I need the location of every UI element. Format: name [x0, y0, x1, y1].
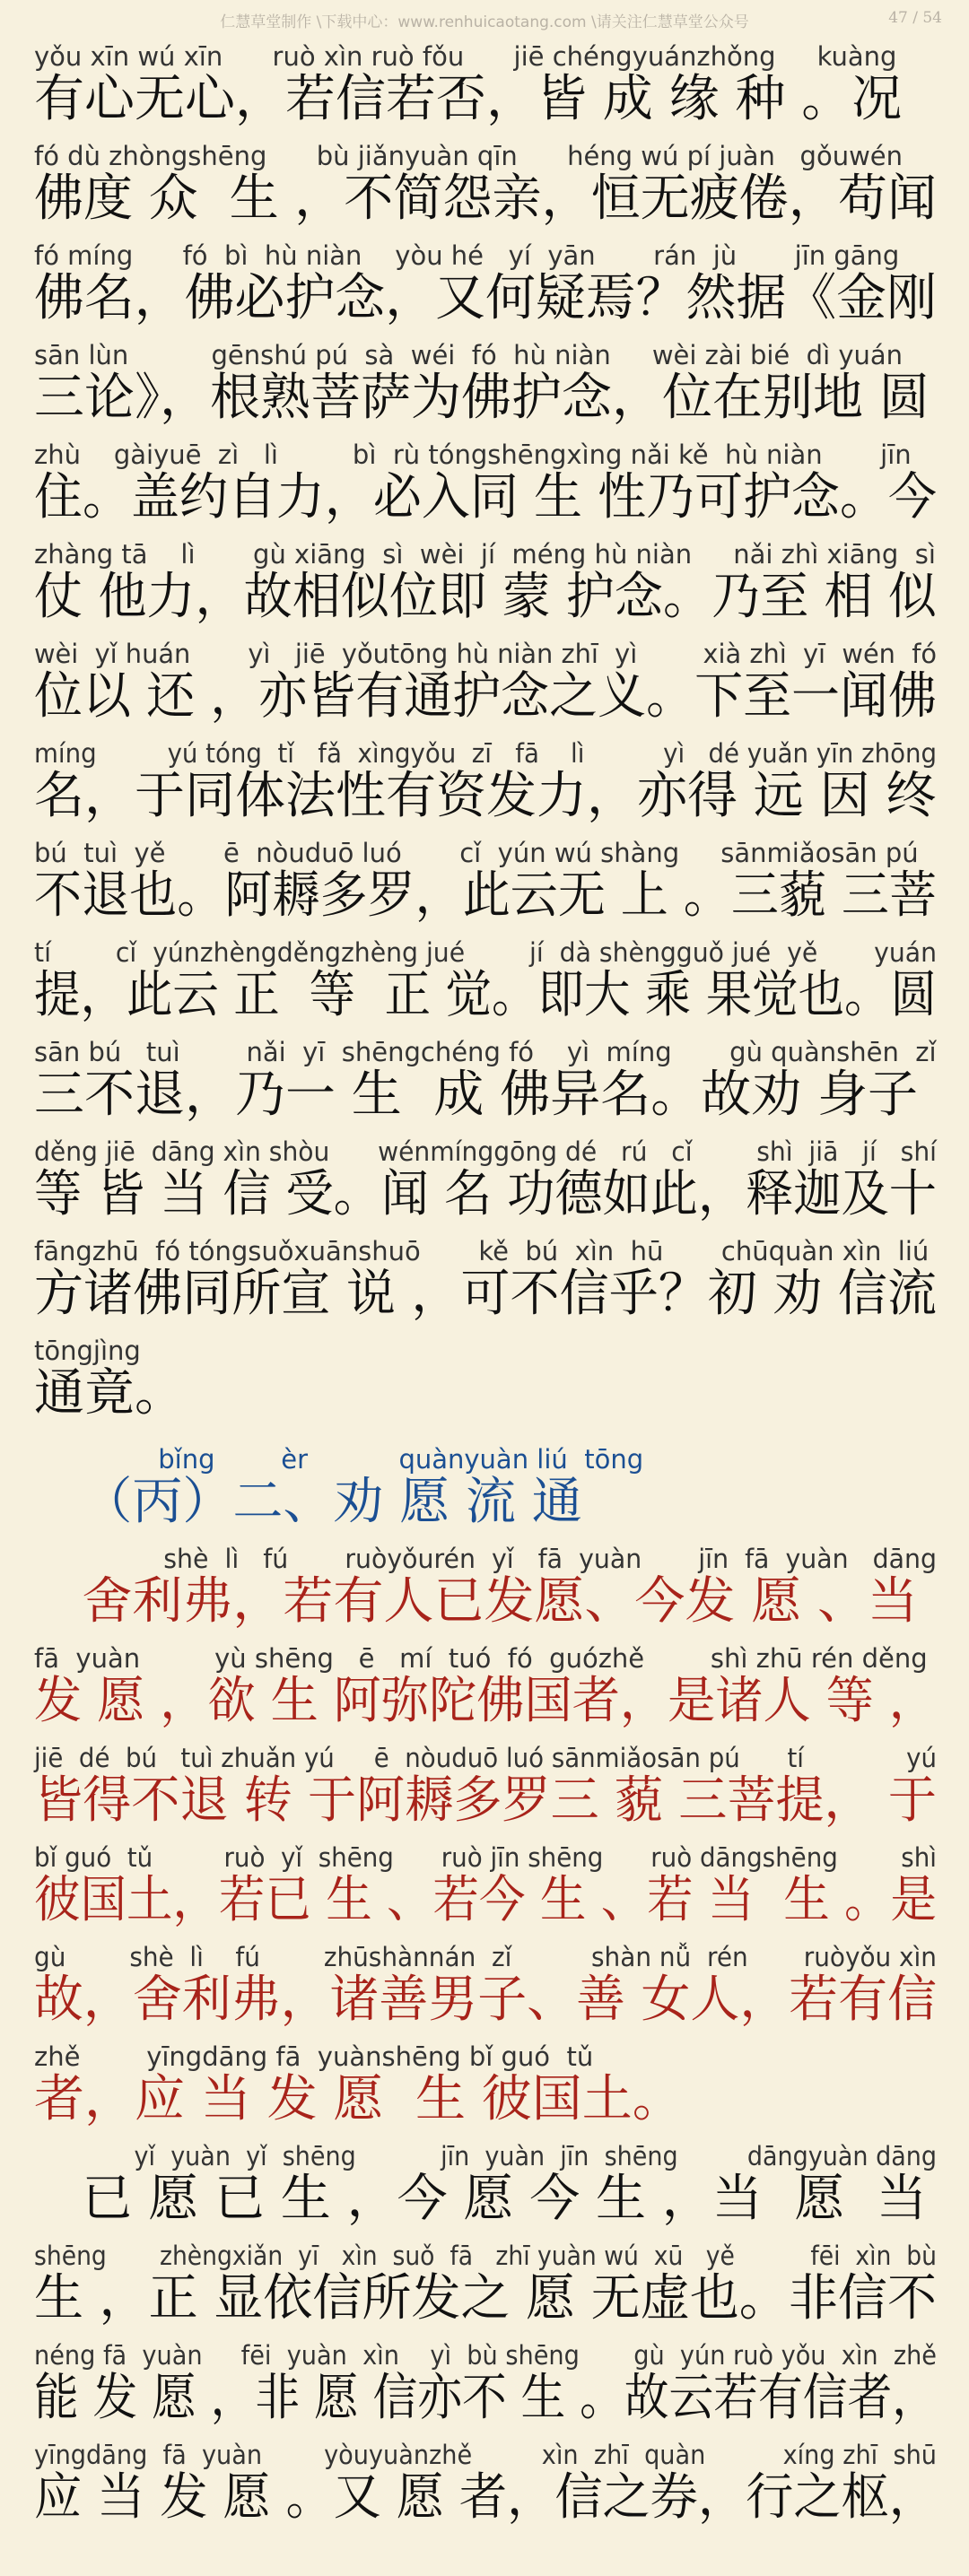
- hanzi-line: [34, 1066, 937, 1125]
- text-line: [0, 1736, 969, 1835]
- hanzi-text: （丙）二、劝 愿 流 通: [34, 1473, 582, 1531]
- hanzi-text: 者，应 当 发 愿 生 彼国土。: [34, 2070, 683, 2128]
- text-line: [0, 731, 969, 831]
- hanzi-text: 等 皆 当 信 受。闻 名 功德如此，释迦及十: [34, 1165, 937, 1223]
- hanzi-line: [34, 1265, 937, 1324]
- hanzi-text: 有心无心，若信若否，皆 成 缘 种 。况: [34, 70, 903, 128]
- pinyin-text: bǐng èr quànyuàn liú tōng: [34, 1444, 644, 1475]
- pinyin-line: [34, 1544, 937, 1574]
- hanzi-line: [34, 667, 937, 727]
- pinyin-line: [34, 439, 937, 470]
- hanzi-text: 住。盖约自力，必入同 生 性乃可护念。今: [34, 468, 937, 527]
- hanzi-text: 三不退，乃一 生 成 佛异名。故劝 身子: [34, 1066, 919, 1124]
- hanzi-text: 发 愿 ，欲 生 阿弥陀佛国者，是诸人 等 ，: [34, 1672, 937, 1730]
- pinyin-line: [34, 141, 937, 171]
- pinyin-line: [34, 340, 937, 370]
- hanzi-line: [34, 2070, 937, 2129]
- hanzi-line: [34, 1473, 937, 1532]
- pinyin-text: fó dù zhòngshēng bù jiǎnyuàn qīn héng wú pí juàn gǒuwén: [34, 141, 904, 171]
- hanzi-text: 皆得不退 转 于阿耨多罗三 藐 三菩提， 于: [34, 1771, 937, 1830]
- pinyin-line: [34, 1444, 937, 1475]
- text-line: [0, 2134, 969, 2233]
- pinyin-text: sān lùn gēnshú pú sà wéi fó hù niàn wèi zài bié dì yuán: [34, 340, 904, 370]
- pinyin-text: yīngdāng fā yuàn yòuyuànzhě xìn zhī quàn xíng zhī shū: [34, 2440, 937, 2470]
- pinyin-line: [34, 1336, 937, 1366]
- hanzi-line: [34, 269, 937, 328]
- pinyin-text: yǒu xīn wú xīn ruò xìn ruò fǒu jiē chéngyuánzhǒng kuàng: [34, 41, 897, 72]
- hanzi-text: 故，舍利弗，诸善男子、善 女人，若有信: [34, 1971, 937, 2029]
- hanzi-line: [34, 1971, 937, 2030]
- pinyin-line: [34, 1842, 937, 1873]
- hanzi-text: 方诸佛同所宣 说 ，可不信乎？初 劝 信流: [34, 1265, 937, 1323]
- hanzi-line: [34, 2468, 937, 2528]
- hanzi-text: 已 愿 已 生 ，今 愿 今 生 ，当 愿 当: [34, 2170, 928, 2228]
- text-line: [0, 1437, 969, 1536]
- hanzi-text: 舍利弗，若有人已发愿、今发 愿 、当: [34, 1572, 919, 1631]
- text-line: [0, 930, 969, 1030]
- pinyin-text: zhě yīngdāng fā yuànshēng bǐ guó tǔ: [34, 2041, 594, 2072]
- hanzi-line: [34, 468, 937, 527]
- hanzi-text: 彼国土，若已 生 、若今 生 、若 当 生 。是: [34, 1871, 937, 1929]
- pinyin-line: [34, 1037, 937, 1067]
- pinyin-line: [34, 2340, 937, 2371]
- pinyin-line: [34, 2241, 937, 2271]
- pinyin-line: [34, 1743, 937, 1773]
- pinyin-text: zhù gàiyuē zì lì bì rù tóngshēngxìng nǎi kě hù niàn jīn: [34, 439, 912, 470]
- pinyin-line: [34, 1236, 937, 1266]
- hanzi-text: 三论》，根熟菩萨为佛护念，位在别地 圆: [34, 369, 930, 427]
- hanzi-line: [34, 1572, 937, 1632]
- pinyin-line: [34, 1136, 937, 1167]
- pinyin-line: [34, 41, 937, 72]
- hanzi-text: 生 ，正 显依信所发之 愿 无虚也。非信不: [34, 2269, 937, 2328]
- text-line: [0, 1129, 969, 1229]
- pinyin-text: tōngjìng: [34, 1336, 141, 1366]
- pinyin-text: fó míng fó bì hù niàn yòu hé yí yān rán jù jīn gāng: [34, 240, 900, 271]
- text-line: [0, 831, 969, 930]
- hanzi-line: [34, 2170, 937, 2229]
- hanzi-text: 能 发 愿 ，非 愿 信亦不 生 。故云若有信者，: [34, 2369, 937, 2427]
- hanzi-line: [34, 767, 937, 826]
- hanzi-line: [34, 1871, 937, 1930]
- text-line: [0, 34, 969, 134]
- pinyin-text: shè lì fú ruòyǒurén yǐ fā yuàn jīn fā yuàn dāng: [34, 1544, 937, 1574]
- pinyin-text: gù shè lì fú zhūshànnán zǐ shàn nǚ rén ruòyǒu xìn: [34, 1942, 937, 1972]
- pinyin-line: [34, 738, 937, 769]
- pinyin-line: [34, 240, 937, 271]
- pinyin-text: fāngzhū fó tóngsuǒxuānshuō kě bú xìn hū chūquàn xìn liú: [34, 1236, 930, 1266]
- text-line: [0, 1328, 969, 1428]
- hanzi-line: [34, 1165, 937, 1224]
- scripture-text: [0, 34, 969, 2532]
- pinyin-text: fā yuàn yù shēng ē mí tuó fó guózhě shì zhū rén děng: [34, 1643, 928, 1674]
- hanzi-line: [34, 369, 937, 428]
- pinyin-line: [34, 2141, 937, 2171]
- text-line: [0, 532, 969, 631]
- hanzi-text: 提，此云 正 等 正 觉。即大 乘 果觉也。圆: [34, 966, 937, 1024]
- text-line: [0, 1536, 969, 1636]
- text-line: [0, 432, 969, 532]
- hanzi-line: [34, 1771, 937, 1831]
- hanzi-text: 不退也。阿耨多罗，此云无 上 。三藐 三菩: [34, 866, 937, 925]
- hanzi-line: [34, 966, 937, 1025]
- hanzi-line: [34, 2269, 937, 2328]
- pinyin-text: děng jiē dāng xìn shòu wénmínggōng dé rú cǐ shì jiā jí shí: [34, 1136, 937, 1167]
- hanzi-line: [34, 170, 937, 229]
- pinyin-text: wèi yǐ huán yì jiē yǒutōng hù niàn zhī yì xià zhì yī wén fó: [34, 639, 937, 669]
- pinyin-line: [34, 639, 937, 669]
- text-line: [0, 134, 969, 233]
- text-line: [0, 233, 969, 333]
- pinyin-text: jiē dé bú tuì zhuǎn yú ē nòuduō luó sānmiǎosān pú tí yú: [34, 1743, 937, 1773]
- pinyin-text: bǐ guó tǔ ruò yǐ shēng ruò jīn shēng ruò dāngshēng shì: [34, 1842, 937, 1873]
- pinyin-text: zhàng tā lì gù xiāng sì wèi jí méng hù niàn nǎi zhì xiāng sì: [34, 539, 936, 570]
- text-line: [0, 2333, 969, 2432]
- text-line: [0, 333, 969, 432]
- hanzi-line: [34, 1672, 937, 1731]
- pinyin-line: [34, 838, 937, 868]
- pinyin-line: [34, 937, 937, 968]
- hanzi-line: [34, 568, 937, 627]
- pinyin-line: [34, 1643, 937, 1674]
- text-line: [0, 2233, 969, 2333]
- hanzi-line: [34, 1364, 937, 1423]
- hanzi-text: 位以 还 ，亦皆有通护念之义。下至一闻佛: [34, 667, 937, 726]
- hanzi-text: 应 当 发 愿 。又 愿 者，信之券，行之枢，: [34, 2468, 937, 2527]
- text-line: [0, 1935, 969, 2034]
- pinyin-text: shēng zhèngxiǎn yī xìn suǒ fā zhī yuàn wú xū yě fēi xìn bù: [34, 2241, 937, 2271]
- text-line: [0, 631, 969, 731]
- pinyin-text: míng yú tóng tǐ fǎ xìngyǒu zī fā lì yì dé yuǎn yīn zhōng: [34, 738, 937, 769]
- text-line: [0, 1030, 969, 1129]
- text-line: [0, 2034, 969, 2134]
- hanzi-text: 名，于同体法性有资发力，亦得 远 因 终: [34, 767, 937, 825]
- hanzi-text: 佛名，佛必护念，又何疑焉？然据《金刚: [34, 269, 937, 327]
- page-number: 47 / 54: [888, 9, 942, 27]
- pinyin-line: [34, 1942, 937, 1972]
- pinyin-line: [34, 2041, 937, 2072]
- hanzi-text: 仗 他力，故相似位即 蒙 护念。乃至 相 似: [34, 568, 937, 626]
- header-source-text: 仁慧草堂制作 \下载中心：www.renhuicaotang.com \请关注仁慧草堂公众号: [220, 13, 749, 31]
- pinyin-text: tí cǐ yúnzhèngděngzhèng jué jí dà shèngguǒ jué yě yuán: [34, 937, 937, 968]
- hanzi-text: 通竟。: [34, 1364, 185, 1423]
- hanzi-text: 佛度 众 生 ，不简怨亲，恒无疲倦，苟闻: [34, 170, 937, 228]
- pinyin-line: [34, 539, 937, 570]
- pinyin-line: [34, 2440, 937, 2470]
- pinyin-text: néng fā yuàn fēi yuàn xìn yì bù shēng gù yún ruò yǒu xìn zhě: [34, 2340, 937, 2371]
- text-line: [0, 1229, 969, 1328]
- pinyin-text: sān bú tuì nǎi yī shēngchéng fó yì míng gù quànshēn zǐ: [34, 1037, 937, 1067]
- pinyin-text: bú tuì yě ē nòuduō luó cǐ yún wú shàng sānmiǎosān pú: [34, 838, 919, 868]
- text-line: [0, 1636, 969, 1736]
- hanzi-line: [34, 2369, 937, 2428]
- text-line: [0, 1835, 969, 1935]
- hanzi-line: [34, 70, 937, 129]
- pinyin-text: yǐ yuàn yǐ shēng jīn yuàn jīn shēng dāngyuàn dāng: [34, 2141, 937, 2171]
- hanzi-line: [34, 866, 937, 926]
- text-line: [0, 2432, 969, 2532]
